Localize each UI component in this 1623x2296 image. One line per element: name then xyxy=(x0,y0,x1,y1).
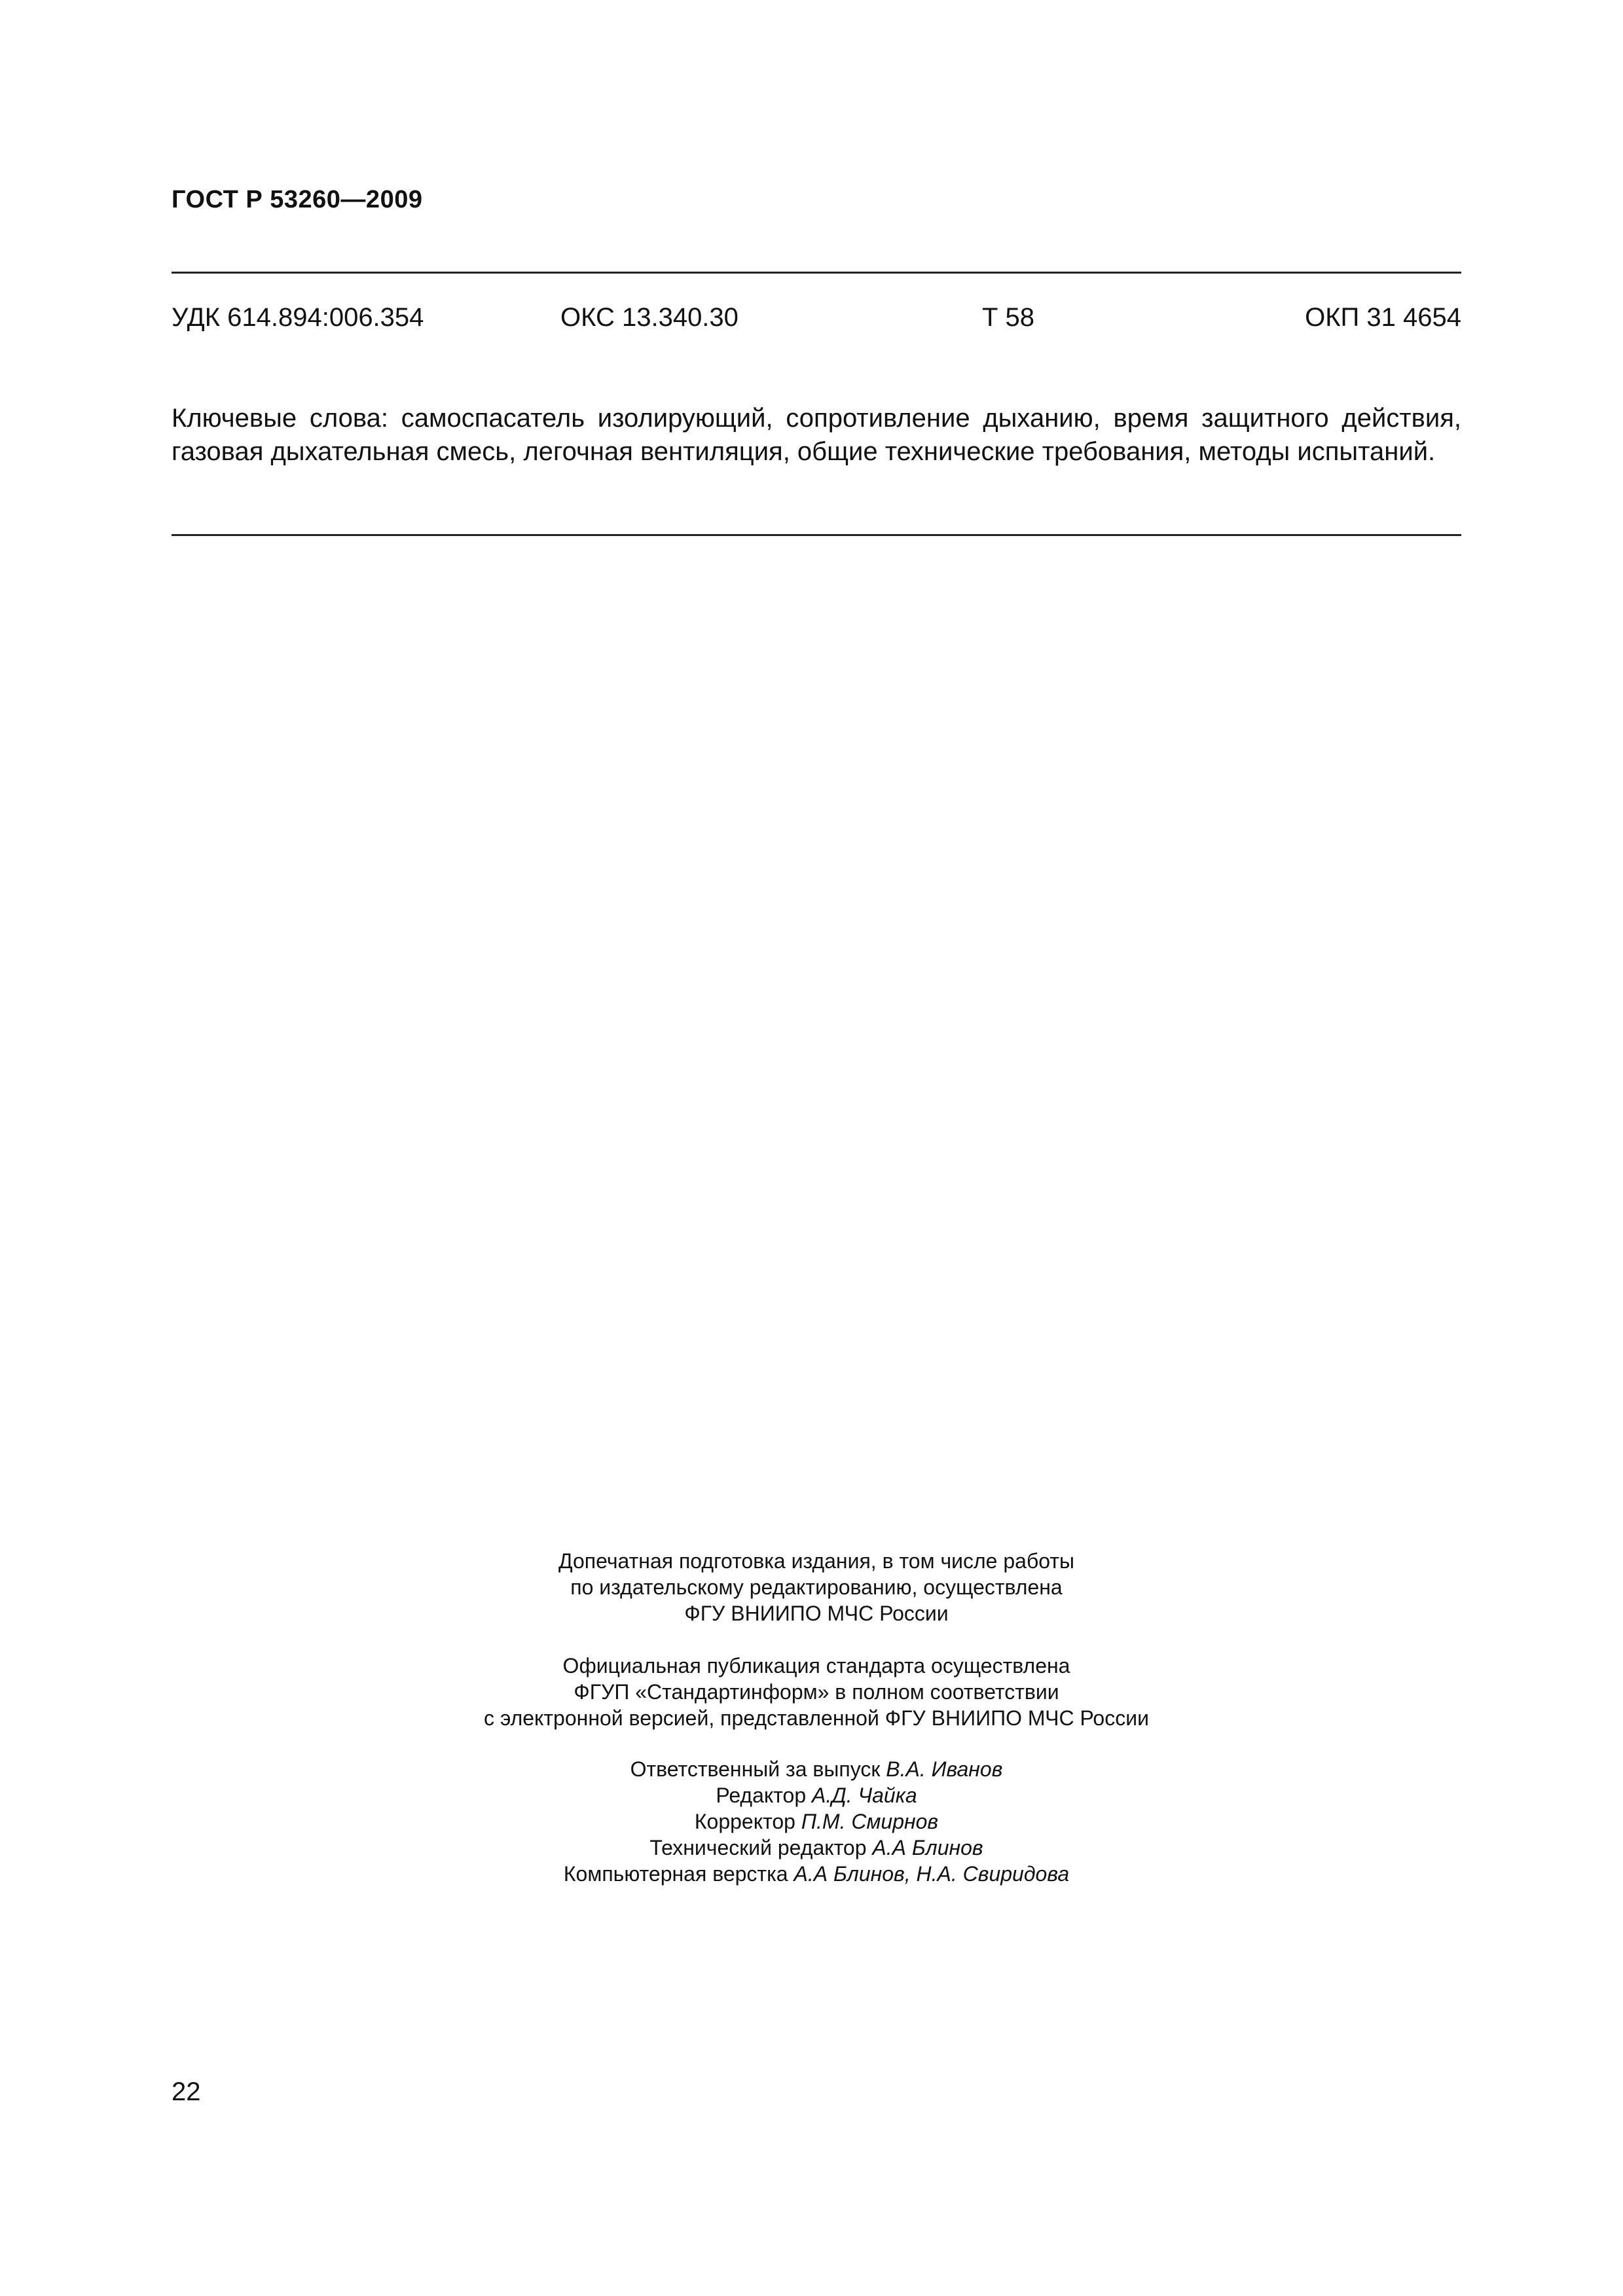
publication-line: с электронной версией, представленной ФГУ ВНИИПО МЧС России xyxy=(484,1706,1149,1730)
credit-line xyxy=(172,1808,1461,1835)
top-divider xyxy=(172,272,1461,274)
credit-name: В.А. Иванов xyxy=(886,1757,1003,1781)
credit-role: Корректор xyxy=(694,1810,795,1833)
page-number: 22 xyxy=(172,2077,201,2106)
credit-line xyxy=(172,1835,1461,1861)
credit-name: А.Д. Чайка xyxy=(812,1784,917,1807)
credit-role: Редактор xyxy=(716,1784,807,1807)
credit-role: Компьютерная верстка xyxy=(563,1862,788,1886)
publication-line: ФГУП «Стандартинформ» в полном соответствии xyxy=(574,1680,1059,1704)
credit-role: Технический редактор xyxy=(649,1836,867,1859)
keywords-paragraph: Ключевые слова: самоспасатель изолирующий, сопротивление дыханию, время защитного действия, газовая дыхательная смесь, легочная вентиляция, общие технические требования, методы испытаний. xyxy=(172,404,1461,466)
okp-code: ОКП 31 4654 xyxy=(1305,303,1461,332)
credit-line xyxy=(172,1861,1461,1887)
publication-block xyxy=(172,1653,1461,1731)
credit-line xyxy=(172,1782,1461,1808)
publication-line: Официальная публикация стандарта осуществлена xyxy=(562,1654,1070,1677)
credit-name: А.А Блинов, Н.А. Свиридова xyxy=(793,1862,1070,1886)
prepress-line: ФГУ ВНИИПО МЧС России xyxy=(684,1602,949,1625)
credit-name: А.А Блинов xyxy=(872,1836,983,1859)
t-code: Т 58 xyxy=(982,303,1035,332)
prepress-block xyxy=(172,1548,1461,1626)
document-header-title: ГОСТ Р 53260—2009 xyxy=(172,186,423,213)
prepress-line: Допечатная подготовка издания, в том числе работы xyxy=(558,1549,1075,1573)
prepress-line: по издательскому редактированию, осуществлена xyxy=(570,1575,1063,1599)
credit-line xyxy=(172,1756,1461,1782)
credits-block xyxy=(172,1756,1461,1887)
udk-code: УДК 614.894:006.354 xyxy=(172,303,424,332)
credit-name: П.М. Смирнов xyxy=(801,1810,939,1833)
bottom-divider xyxy=(172,534,1461,536)
classification-row xyxy=(172,303,1461,340)
oks-code: ОКС 13.340.30 xyxy=(560,303,739,332)
credit-role: Ответственный за выпуск xyxy=(630,1757,881,1781)
